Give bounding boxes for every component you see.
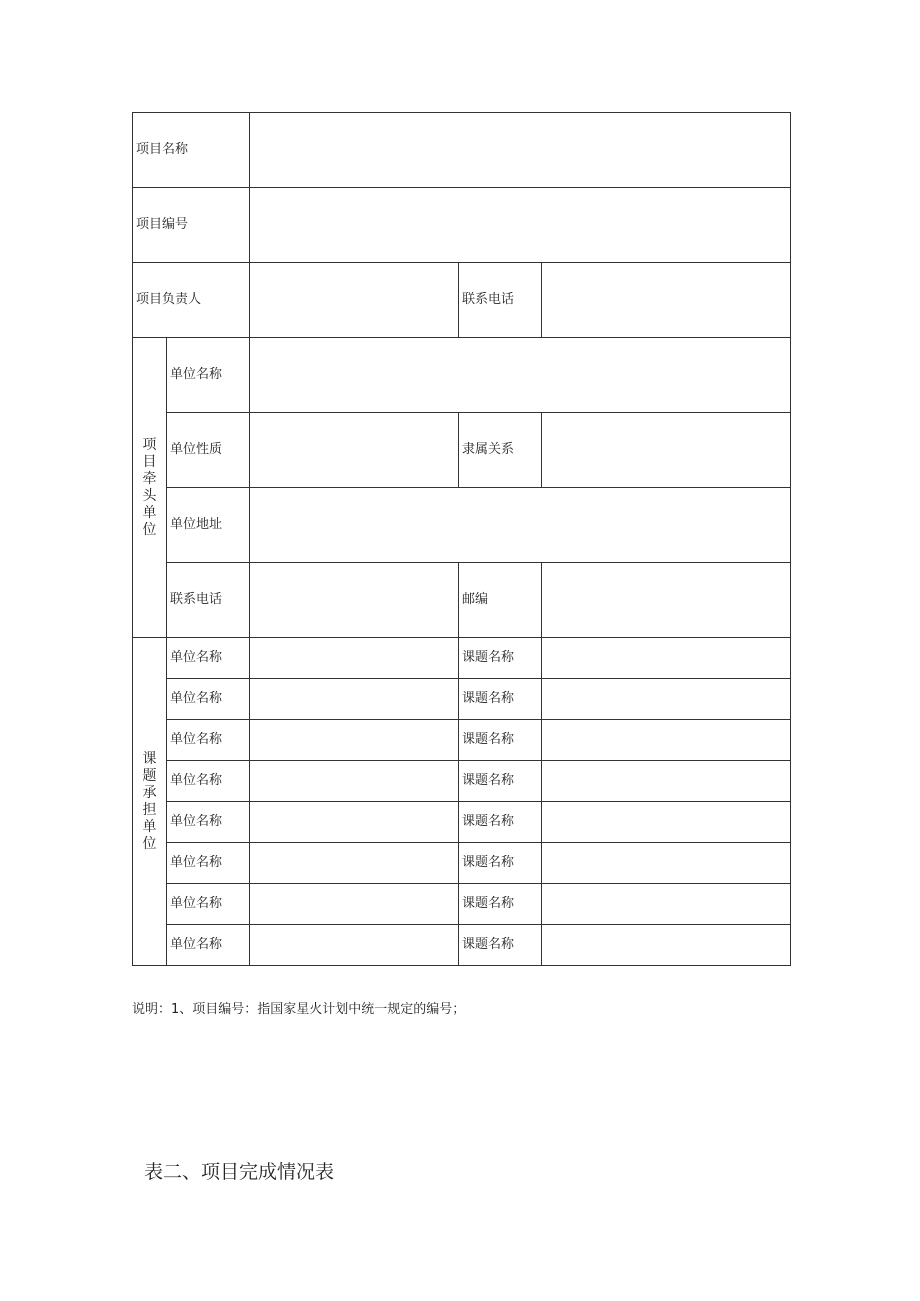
lead-unit-name-label: 单位名称 bbox=[167, 338, 250, 413]
task-unit-row bbox=[133, 843, 791, 884]
affiliation-field[interactable] bbox=[542, 413, 791, 488]
task-name-field[interactable] bbox=[542, 679, 791, 720]
lead-unit-nature-field[interactable] bbox=[250, 413, 459, 488]
task-name-label: 课题名称 bbox=[459, 761, 542, 802]
task-unit-name-field[interactable] bbox=[250, 679, 459, 720]
task-unit-row bbox=[133, 761, 791, 802]
project-leader-row bbox=[133, 263, 791, 338]
task-unit-name-field[interactable] bbox=[250, 843, 459, 884]
task-unit-name-label: 单位名称 bbox=[167, 720, 250, 761]
contact-phone-label: 联系电话 bbox=[459, 263, 542, 338]
project-name-field[interactable] bbox=[250, 113, 791, 188]
contact-phone-field[interactable] bbox=[542, 263, 791, 338]
task-name-label: 课题名称 bbox=[459, 884, 542, 925]
project-number-row bbox=[133, 188, 791, 263]
lead-unit-contact-row bbox=[133, 563, 791, 638]
task-unit-name-label: 单位名称 bbox=[167, 638, 250, 679]
form-note: 说明：1、项目编号：指国家星火计划中统一规定的编号； bbox=[132, 1002, 466, 1017]
lead-unit-address-label: 单位地址 bbox=[167, 488, 250, 563]
affiliation-label: 隶属关系 bbox=[459, 413, 542, 488]
project-info-form bbox=[132, 112, 791, 966]
task-unit-name-label: 单位名称 bbox=[167, 679, 250, 720]
postcode-field[interactable] bbox=[542, 563, 791, 638]
lead-unit-address-row bbox=[133, 488, 791, 563]
task-unit-name-label: 单位名称 bbox=[167, 884, 250, 925]
lead-unit-address-field[interactable] bbox=[250, 488, 791, 563]
section-title: 表二、项目完成情况表 bbox=[144, 1161, 335, 1183]
task-name-field[interactable] bbox=[542, 925, 791, 966]
task-unit-name-field[interactable] bbox=[250, 638, 459, 679]
lead-unit-nature-label: 单位性质 bbox=[167, 413, 250, 488]
lead-unit-phone-field[interactable] bbox=[250, 563, 459, 638]
task-name-field[interactable] bbox=[542, 638, 791, 679]
postcode-label: 邮编 bbox=[459, 563, 542, 638]
project-number-field[interactable] bbox=[250, 188, 791, 263]
lead-unit-name-field[interactable] bbox=[250, 338, 791, 413]
task-name-label: 课题名称 bbox=[459, 679, 542, 720]
project-number-label: 项目编号 bbox=[133, 188, 250, 263]
task-name-field[interactable] bbox=[542, 761, 791, 802]
task-unit-row bbox=[133, 884, 791, 925]
lead-unit-group-text: 项目牵头单位 bbox=[142, 436, 157, 538]
task-unit-row bbox=[133, 720, 791, 761]
task-name-label: 课题名称 bbox=[459, 720, 542, 761]
task-name-field[interactable] bbox=[542, 802, 791, 843]
task-name-label: 课题名称 bbox=[459, 925, 542, 966]
lead-unit-name-row bbox=[133, 338, 791, 413]
lead-unit-nature-row bbox=[133, 413, 791, 488]
task-unit-row bbox=[133, 925, 791, 966]
task-unit-row bbox=[133, 638, 791, 679]
lead-unit-phone-label: 联系电话 bbox=[167, 563, 250, 638]
project-leader-field[interactable] bbox=[250, 263, 459, 338]
task-name-label: 课题名称 bbox=[459, 638, 542, 679]
lead-unit-group-label bbox=[133, 338, 167, 638]
task-unit-name-label: 单位名称 bbox=[167, 802, 250, 843]
task-unit-row bbox=[133, 802, 791, 843]
task-name-field[interactable] bbox=[542, 720, 791, 761]
task-unit-name-label: 单位名称 bbox=[167, 843, 250, 884]
task-name-label: 课题名称 bbox=[459, 843, 542, 884]
task-name-field[interactable] bbox=[542, 843, 791, 884]
task-unit-name-field[interactable] bbox=[250, 761, 459, 802]
task-unit-group-label bbox=[133, 638, 167, 966]
task-unit-row bbox=[133, 679, 791, 720]
task-name-field[interactable] bbox=[542, 884, 791, 925]
task-unit-name-field[interactable] bbox=[250, 884, 459, 925]
task-unit-group-text: 课题承担单位 bbox=[142, 750, 157, 852]
task-unit-name-field[interactable] bbox=[250, 925, 459, 966]
task-unit-name-field[interactable] bbox=[250, 720, 459, 761]
task-unit-name-label: 单位名称 bbox=[167, 761, 250, 802]
project-leader-label: 项目负责人 bbox=[133, 263, 250, 338]
project-name-label: 项目名称 bbox=[133, 113, 250, 188]
task-unit-name-field[interactable] bbox=[250, 802, 459, 843]
task-name-label: 课题名称 bbox=[459, 802, 542, 843]
task-unit-name-label: 单位名称 bbox=[167, 925, 250, 966]
project-name-row bbox=[133, 113, 791, 188]
